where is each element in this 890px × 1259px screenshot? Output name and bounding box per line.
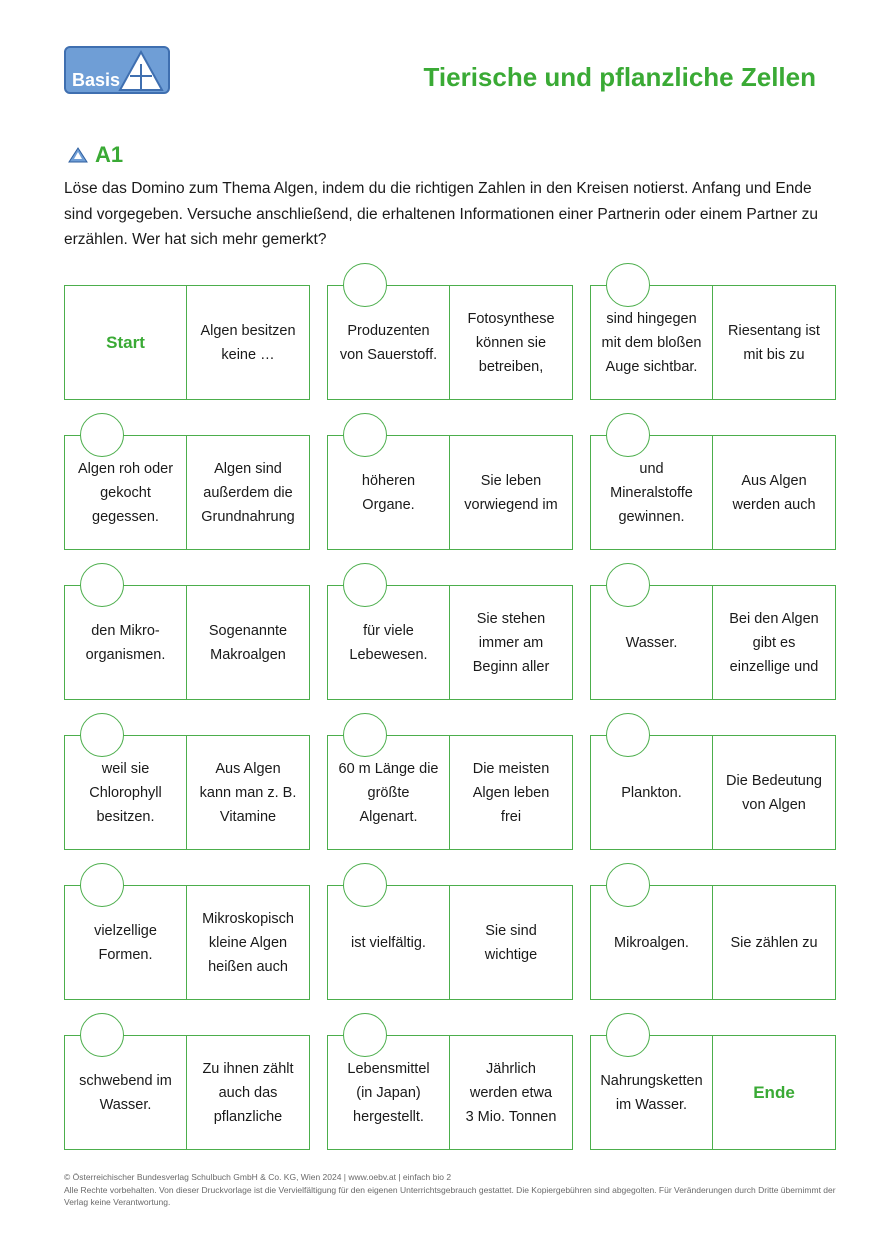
- domino-card-right: [713, 736, 835, 849]
- domino-card-left: [65, 1036, 187, 1149]
- domino-card-right: [187, 736, 309, 849]
- answer-circle[interactable]: [343, 263, 387, 307]
- domino-text: Die meisten Algen leben frei: [472, 760, 550, 825]
- domino-text: weil sie Chlorophyll besitzen.: [89, 760, 162, 825]
- domino-text: Aus Algen kann man z. B. Vitamine: [199, 760, 297, 825]
- domino-card-right: [713, 886, 835, 999]
- domino-text: Algen roh oder gekocht gegessen.: [77, 460, 174, 525]
- domino-text: Sie stehen immer am Beginn aller: [472, 610, 550, 675]
- footer-copyright: © Österreichischer Bundesverlag Schulbuch GmbH & Co. KG, Wien 2024 | www.oebv.at | einfach bio 2: [64, 1172, 452, 1182]
- domino-card-right: [187, 586, 309, 699]
- domino-card-left: [65, 286, 187, 399]
- domino-card-left: [65, 586, 187, 699]
- domino-text: Sie zählen zu: [730, 934, 818, 951]
- answer-circle[interactable]: [80, 863, 124, 907]
- domino-text: Zu ihnen zählt auch das pflanzliche: [202, 1060, 294, 1125]
- domino-card-left: [65, 736, 187, 849]
- domino-text: Mikroskopisch kleine Algen heißen auch: [202, 910, 294, 975]
- domino-card-left: [328, 436, 450, 549]
- domino-card-left: [65, 886, 187, 999]
- domino-card-right: [187, 436, 309, 549]
- answer-circle[interactable]: [343, 863, 387, 907]
- domino-text: Bei den Algen gibt es einzellige und: [729, 610, 819, 675]
- domino-text: Nahrungsketten im Wasser.: [600, 1072, 703, 1113]
- answer-circle[interactable]: [80, 713, 124, 757]
- domino-card-left: [328, 886, 450, 999]
- answer-circle[interactable]: [606, 413, 650, 457]
- domino-card-left: [328, 286, 450, 399]
- domino-card-right: [187, 886, 309, 999]
- domino-text: Algen besitzen keine …: [200, 322, 296, 363]
- answer-circle[interactable]: [343, 563, 387, 607]
- domino-card-left: [328, 1036, 450, 1149]
- domino-text: Mikroalgen.: [614, 934, 689, 951]
- footer-rights: Alle Rechte vorbehalten. Von dieser Druckvorlage ist die Vervielfältigung für den eigenen Unterrichtsgebrauch gestattet. Die Kopiergebühren sind abgegolten. Für Veränderungen durch Dritte übernimmt der Verlag keine Verantwortung.: [64, 1184, 836, 1207]
- domino-card-left: [328, 736, 450, 849]
- answer-circle[interactable]: [606, 863, 650, 907]
- domino-card-right: [450, 586, 572, 699]
- domino-text: Sie sind wichtige: [484, 922, 538, 963]
- domino-card-right: [713, 586, 835, 699]
- pyramid-icon: [118, 50, 164, 92]
- answer-circle[interactable]: [80, 563, 124, 607]
- domino-text: den Mikro- organismen.: [85, 622, 166, 663]
- domino-text: ist vielfältig.: [351, 934, 426, 951]
- domino-card-right: [713, 286, 835, 399]
- domino-card-right: [187, 1036, 309, 1149]
- domino-text: Fotosynthese können sie betreiben,: [467, 310, 555, 375]
- domino-text: sind hingegen mit dem bloßen Auge sichtbar.: [601, 310, 702, 375]
- page-title: Tierische und pflanzliche Zellen: [423, 62, 816, 92]
- answer-circle[interactable]: [343, 713, 387, 757]
- domino-text: höheren Organe.: [361, 472, 416, 513]
- domino-card-right: [450, 886, 572, 999]
- answer-circle[interactable]: [80, 1013, 124, 1057]
- task-instruction: Löse das Domino zum Thema Algen, indem du die richtigen Zahlen in den Kreisen notierst. Anfang und Ende sind vorgegeben. Versuche anschließend, die erhaltenen Informationen einer Partnerin oder einem Partner zu erzählen. Wer hat sich mehr gemerkt?: [64, 180, 818, 248]
- basis-logo: [64, 46, 170, 94]
- domino-text: Lebensmittel (in Japan) hergestellt.: [347, 1060, 430, 1125]
- footer: [64, 1171, 844, 1209]
- logo-text: Basis: [72, 70, 121, 90]
- domino-text: Ende: [753, 1082, 795, 1102]
- domino-card-right: [713, 436, 835, 549]
- level-pyramid-icon: [68, 147, 88, 163]
- domino-text: und Mineralstoffe gewinnen.: [610, 460, 693, 525]
- domino-card-left: [591, 1036, 713, 1149]
- domino-text: schwebend im Wasser.: [79, 1072, 172, 1113]
- domino-card-right: [450, 436, 572, 549]
- domino-card-left: [591, 586, 713, 699]
- domino-card-left: [591, 886, 713, 999]
- domino-card-right: [450, 286, 572, 399]
- answer-circle[interactable]: [606, 563, 650, 607]
- domino-text: Produzenten von Sauerstoff.: [339, 322, 438, 363]
- domino-card-left: [328, 586, 450, 699]
- domino-text: Algen sind außerdem die Grundnahrung: [201, 460, 295, 525]
- domino-text: Sogenannte Makroalgen: [208, 622, 288, 663]
- domino-card-right: [713, 1036, 835, 1149]
- domino-text: Wasser.: [625, 634, 678, 651]
- domino-text: Aus Algen werden auch: [732, 472, 816, 513]
- task-label: A1: [95, 142, 124, 167]
- domino-text: Sie leben vorwiegend im: [464, 472, 558, 513]
- answer-circle[interactable]: [343, 413, 387, 457]
- domino-text: 60 m Länge die größte Algenart.: [338, 760, 439, 825]
- answer-circle[interactable]: [343, 1013, 387, 1057]
- domino-card-left: [65, 436, 187, 549]
- domino-card-right: [187, 286, 309, 399]
- domino-text: Die Bedeutung von Algen: [726, 772, 822, 813]
- domino-card-right: [450, 1036, 572, 1149]
- answer-circle[interactable]: [606, 263, 650, 307]
- domino-card: [64, 285, 310, 400]
- domino-text: Plankton.: [621, 784, 682, 801]
- answer-circle[interactable]: [606, 1013, 650, 1057]
- answer-circle[interactable]: [606, 713, 650, 757]
- domino-text: für viele Lebewesen.: [349, 622, 428, 663]
- domino-card-left: [591, 736, 713, 849]
- answer-circle[interactable]: [80, 413, 124, 457]
- domino-card-left: [591, 286, 713, 399]
- domino-text: Jährlich werden etwa 3 Mio. Tonnen: [465, 1060, 557, 1125]
- domino-text: vielzellige Formen.: [94, 922, 157, 963]
- domino-text: Start: [106, 332, 145, 352]
- domino-text: Riesentang ist mit bis zu: [728, 322, 820, 363]
- domino-card-left: [591, 436, 713, 549]
- domino-card-right: [450, 736, 572, 849]
